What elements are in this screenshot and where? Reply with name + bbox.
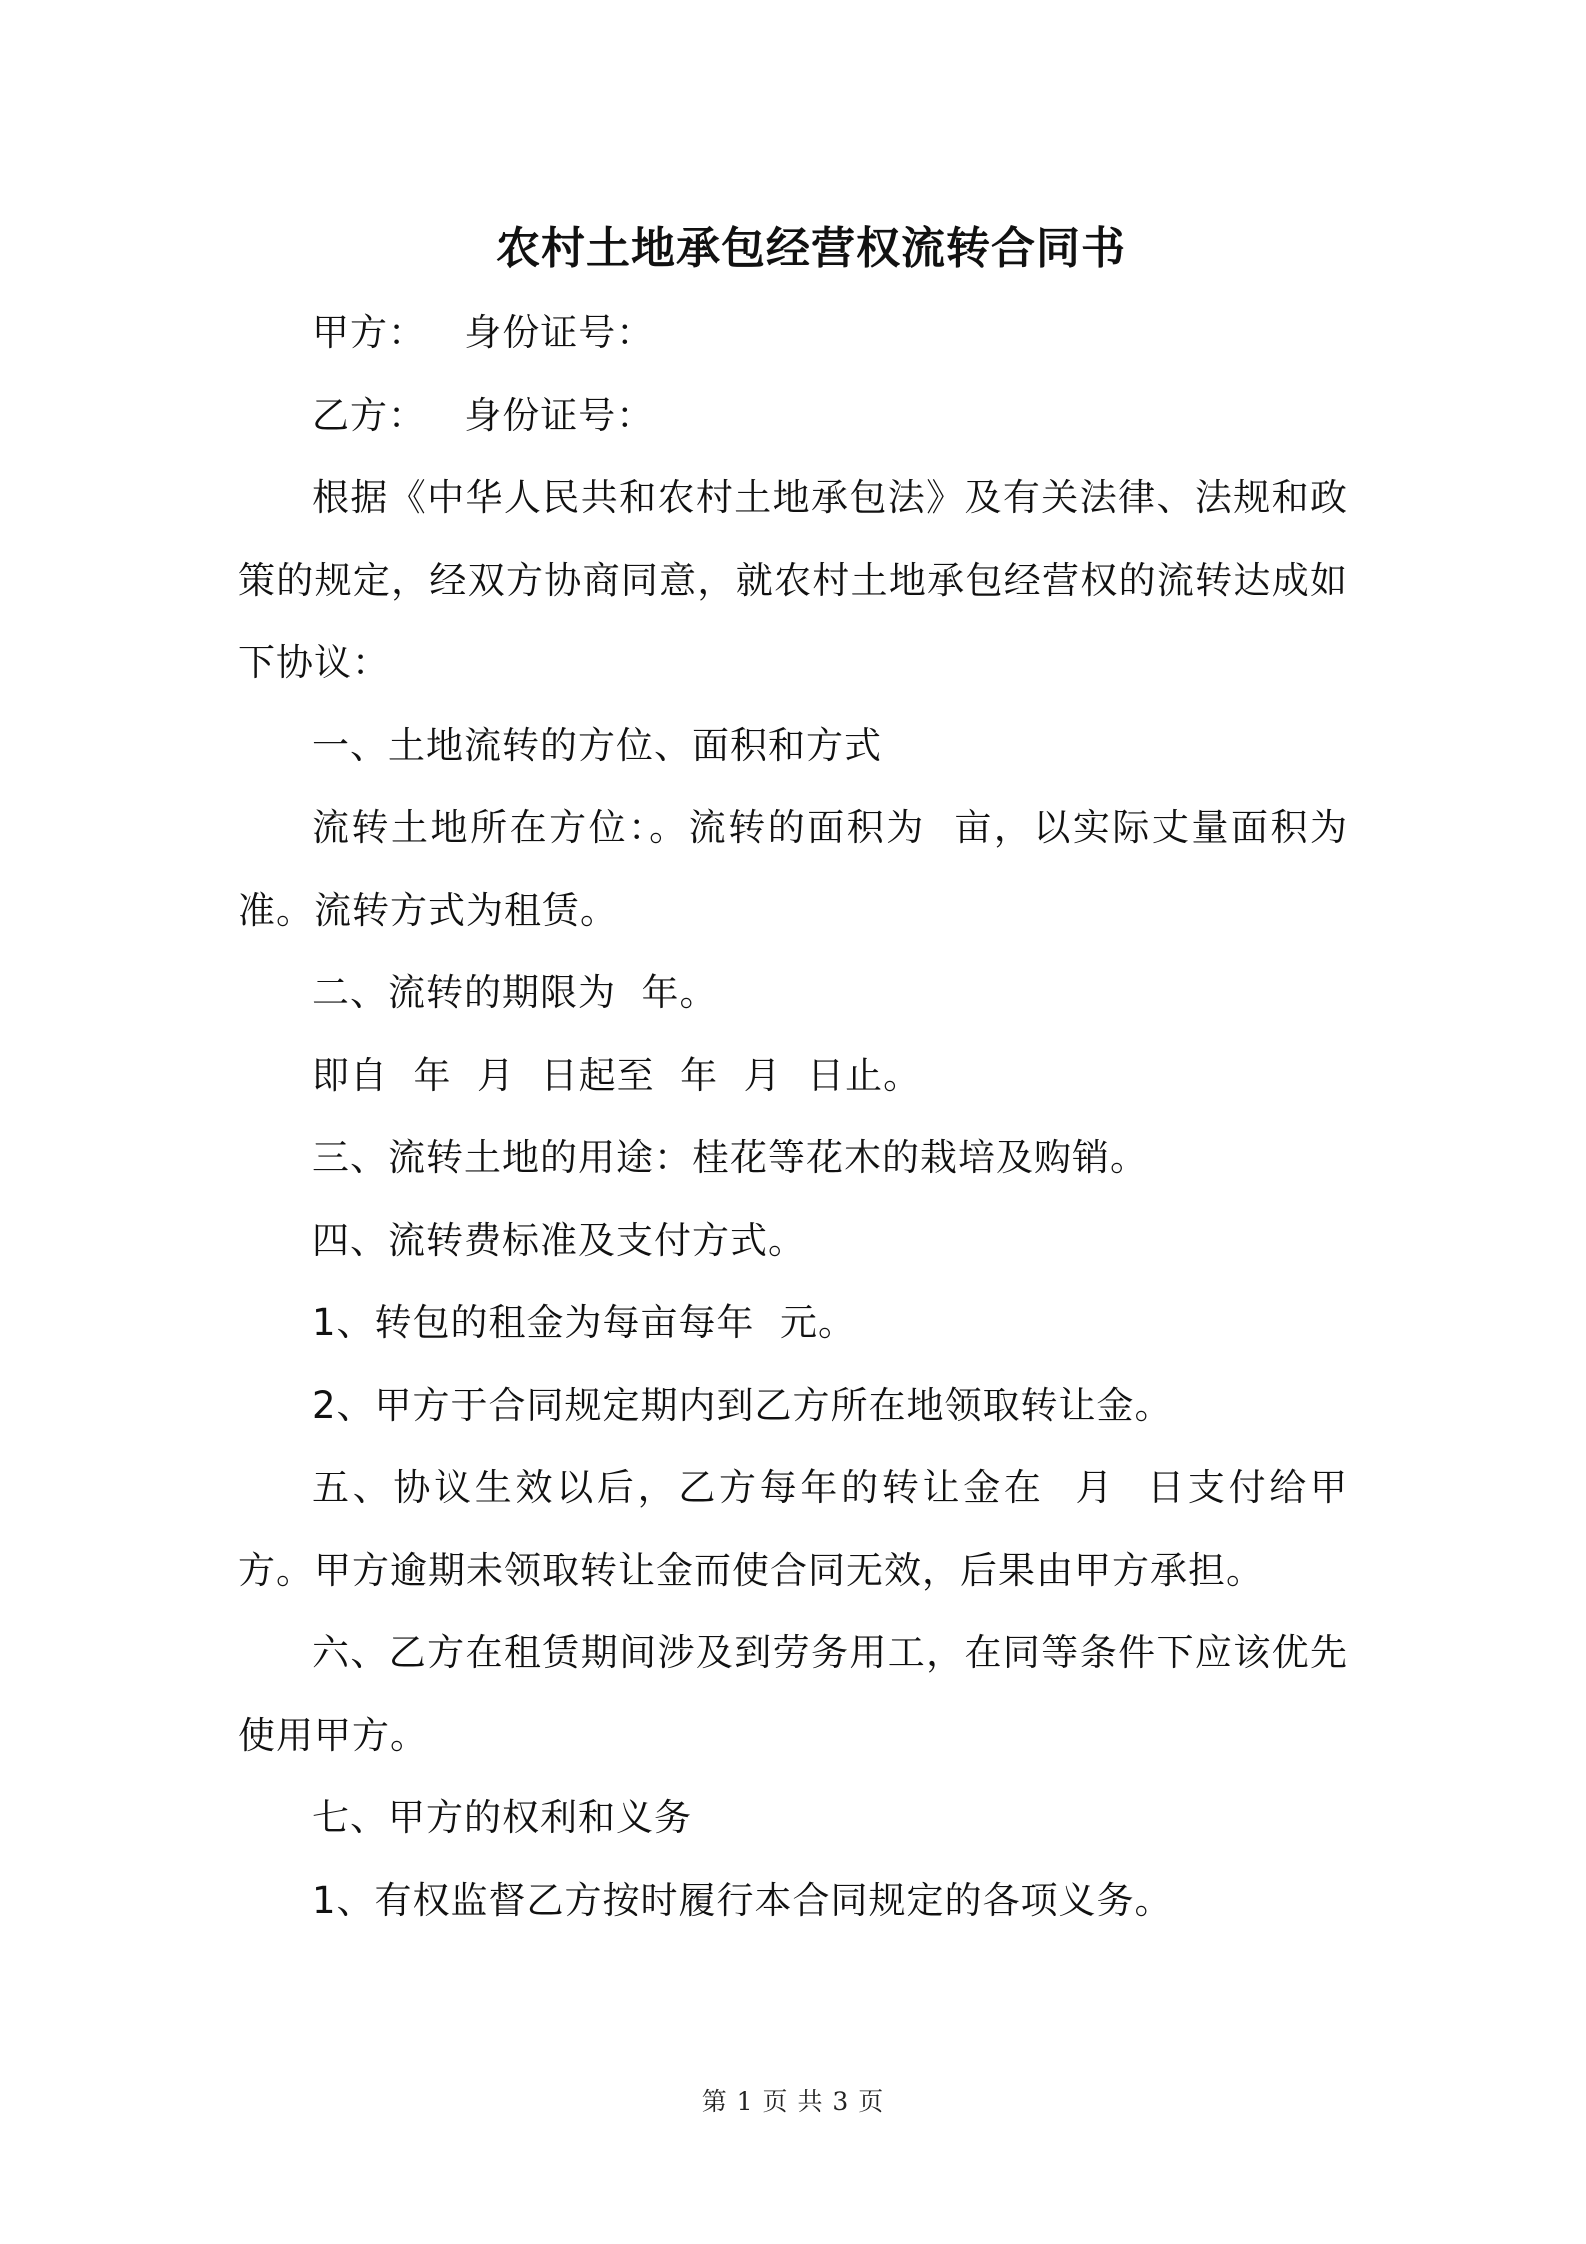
document-body	[238, 205, 1348, 1942]
section-6-paragraph: 六、乙方在租赁期间涉及到劳务用工，在同等条件下应该优先使用甲方。	[238, 1631, 1348, 1757]
page-number-footer: 第 1 页 共 3 页	[701, 2087, 885, 2116]
preamble-paragraph: 根据《中华人民共和农村土地承包法》及有关法律、法规和政策的规定，经双方协商同意，就农村土地承包经营权的流转达成如下协议：	[238, 476, 1348, 684]
rent-rate-line: 1、转包的租金为每亩每年 元。	[312, 1301, 857, 1344]
term-dates-line: 即自 年 月 日起至 年 月 日止。	[312, 1053, 922, 1097]
party-b-line: 乙方： 身份证号：	[312, 393, 655, 437]
document-title: 农村土地承包经营权流转合同书	[496, 223, 1126, 274]
section-3-line: 三、流转土地的用途：桂花等花木的栽培及购销。	[312, 1136, 1148, 1179]
section-7-heading: 七、甲方的权利和义务	[312, 1796, 692, 1839]
section-1-heading: 一、土地流转的方位、面积和方式	[312, 723, 882, 767]
rent-collection-line: 2、甲方于合同规定期内到乙方所在地领取转让金。	[312, 1383, 1173, 1427]
party-a-line: 甲方： 身份证号：	[312, 311, 655, 354]
section-7-item-1: 1、有权监督乙方按时履行本合同规定的各项义务。	[312, 1878, 1173, 1922]
section-2-heading: 二、流转的期限为 年。	[312, 971, 718, 1014]
land-location-paragraph: 流转土地所在方位：。流转的面积为 亩，以实际丈量面积为准。流转方式为租赁。	[238, 806, 1348, 932]
section-5-paragraph: 五、协议生效以后，乙方每年的转让金在 月 日支付给甲方。甲方逾期未领取转让金而使合同无效，后果由甲方承担。	[238, 1466, 1348, 1592]
section-4-heading: 四、流转费标准及支付方式。	[312, 1218, 806, 1262]
